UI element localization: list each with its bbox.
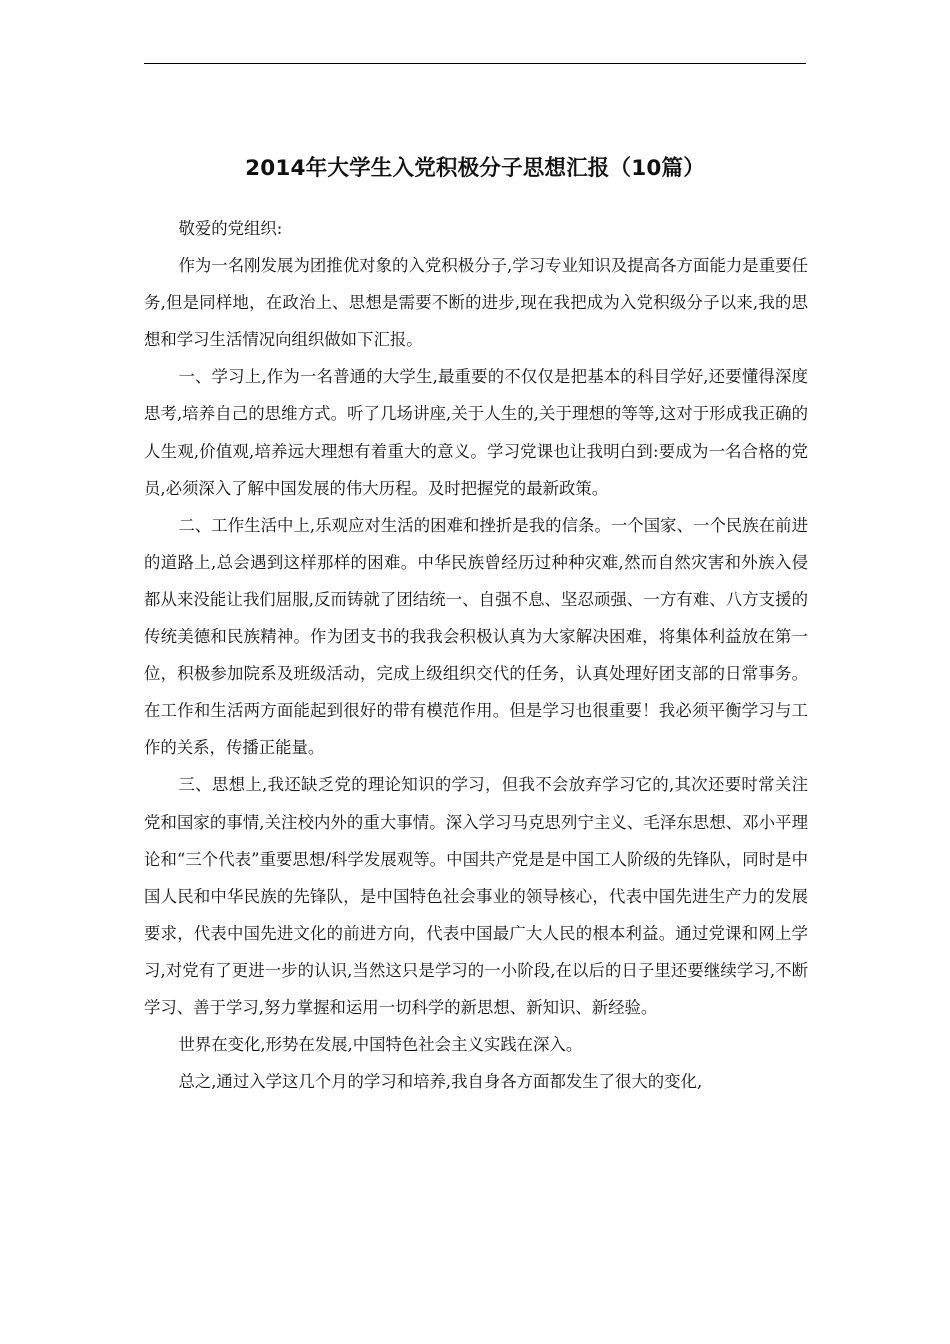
paragraph-work-life: 二、工作生活中上,乐观应对生活的困难和挫折是我的信条。一个国家、一个民族在前进的道路上,总会遇到这样那样的困难。中华民族曾经历过种种灾难,然而自然灾害和外族入侵都从来没能让我们屈服,反而铸就了团结统一、自强不息、坚忍顽强、一方有难、八方支援的传统美德和民族精神。作为团支书的我我会积极认真为大家解决困难，将集体利益放在第一位，积极参加院系及班级活动，完成上级组织交代的任务，认真处理好团支部的日常事务。在工作和生活两方面能起到很好的带有模范作用。但是学习也很重要！我必须平衡学习与工作的关系，传播正能量。 xyxy=(144,515,808,758)
document-body xyxy=(144,210,808,1100)
paragraph-summary: 总之,通过入学这几个月的学习和培养,我自身各方面都发生了很大的变化, xyxy=(178,1072,703,1092)
paragraph-world: 世界在变化,形势在发展,中国特色社会主义实践在深入。 xyxy=(178,1035,583,1055)
salutation: 敬爱的党组织: xyxy=(178,219,283,238)
document-title: 2014年大学生入党积极分子思想汇报（10篇） xyxy=(245,156,705,181)
paragraph-study: 一、学习上,作为一名普通的大学生,最重要的不仅仅是把基本的科目学好,还要懂得深度思考,培养自己的思维方式。听了几场讲座,关于人生的,关于理想的等等,这对于形成我正确的人生观,价值观,培养远大理想有着重大的意义。学习党课也让我明白到:要成为一名合格的党员,必须深入了解中国发展的伟大历程。及时把握党的最新政策。 xyxy=(144,367,808,498)
paragraph-intro: 作为一名刚发展为团推优对象的入党积极分子,学习专业知识及提高各方面能力是重要任务,但是同样地，在政治上、思想是需要不断的进步,现在我把成为入党积级分子以来,我的思想和学习生活情况向组织做如下汇报。 xyxy=(144,256,808,350)
header-rule xyxy=(144,63,806,64)
paragraph-thought: 三、思想上,我还缺乏党的理论知识的学习，但我不会放弃学习它的,其次还要时常关注党和国家的事情,关注校内外的重大事情。深入学习马克思列宁主义、毛泽东思想、邓小平理论和“三个代表”重要思想/科学发展观等。中国共产党是是中国工人阶级的先锋队，同时是中国人民和中华民族的先锋队，是中国特色社会事业的领导核心，代表中国先进生产力的发展要求，代表中国先进文化的前进方向，代表中国最广大人民的根本利益。通过党课和网上学习,对党有了更进一步的认识,当然这只是学习的一小阶段,在以后的日子里还要继续学习,不断学习、善于学习,努力掌握和运用一切科学的新思想、新知识、新经验。 xyxy=(144,775,808,1017)
